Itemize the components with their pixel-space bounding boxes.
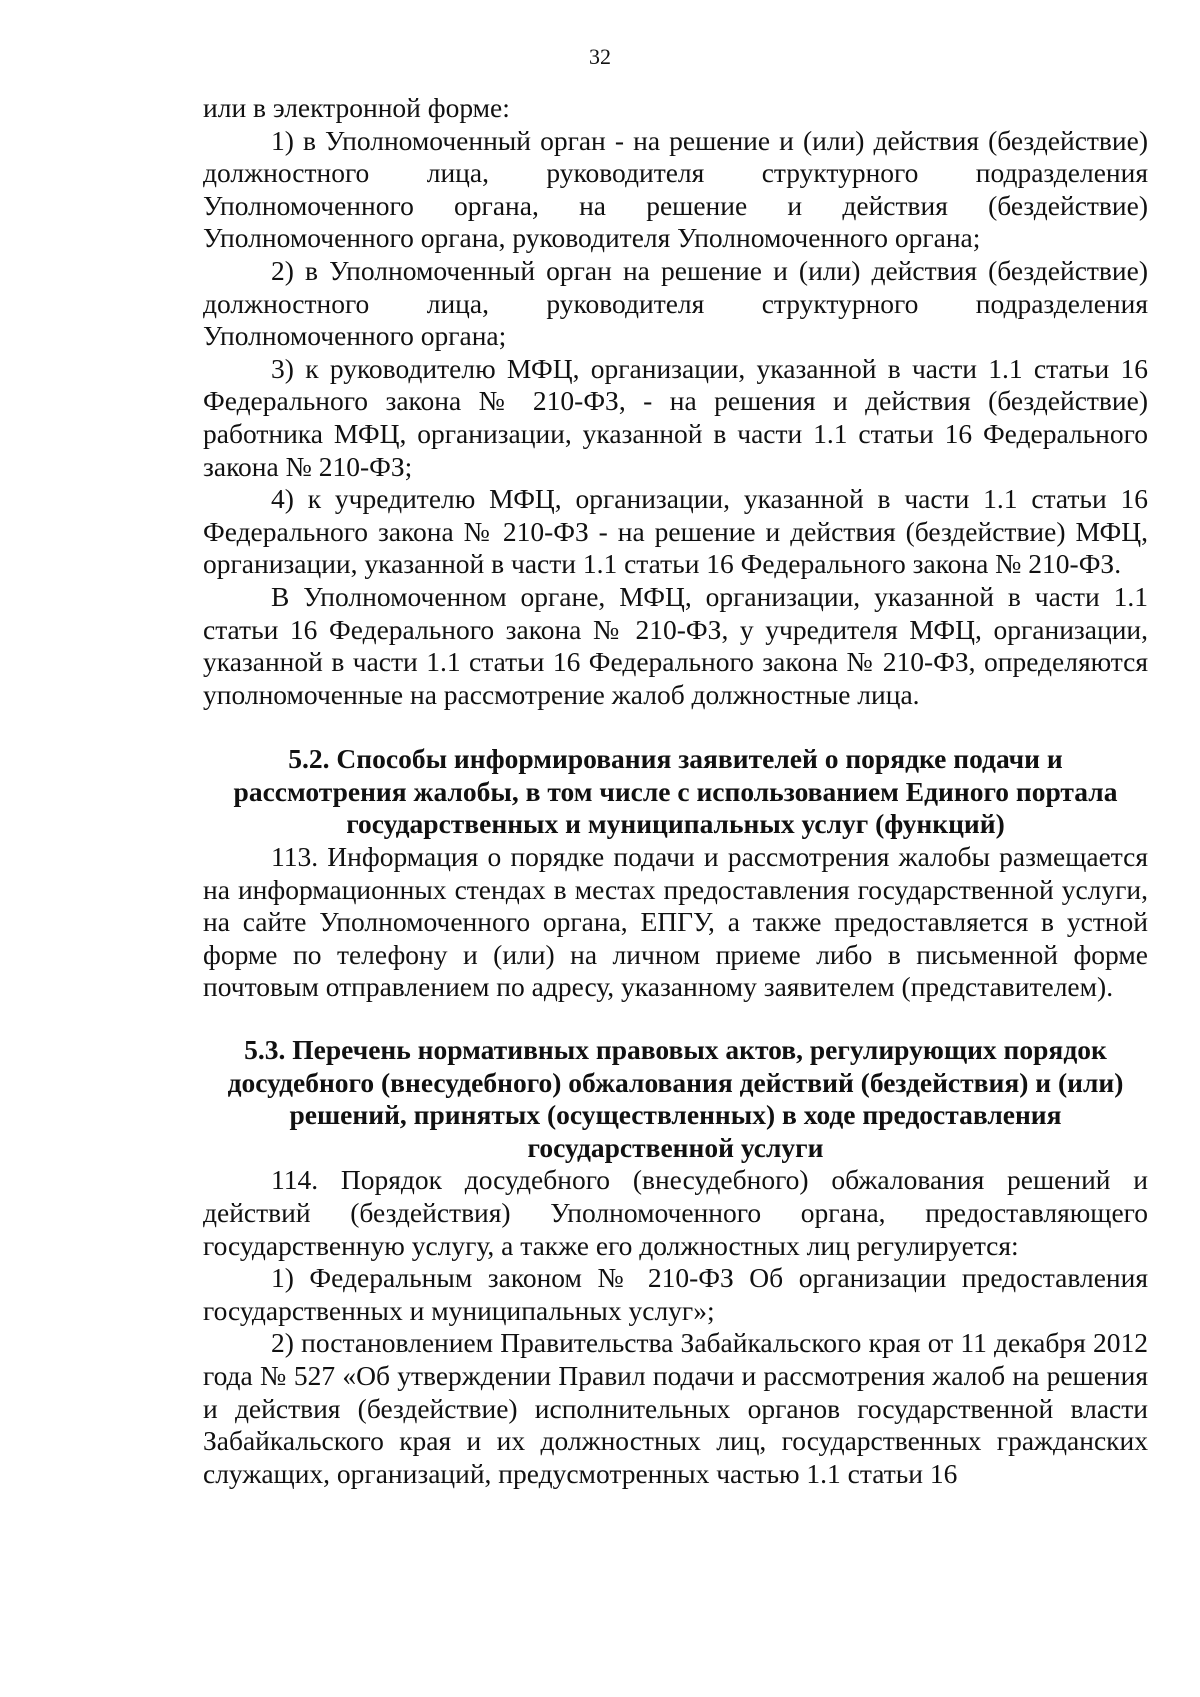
heading-line: решений, принятых (осуществленных) в ходе предоставления <box>289 1099 1062 1131</box>
section-heading-5-2 <box>203 743 1148 841</box>
list-item-3: 3) к руководителю МФЦ, организации, указанной в части 1.1 статьи 16 Федерального закона № 210-ФЗ, - на решения и действия (бездействие) работника МФЦ, организации, указанной в части 1.1 статьи 16 Федерального закона № 210-ФЗ; <box>203 352 1148 482</box>
heading-line: 5.3. Перечень нормативных правовых актов, регулирующих порядок <box>244 1034 1107 1066</box>
law-item-1: 1) Федеральным законом № 210-ФЗ Об организации предоставления государственных и муниципальных услуг»; <box>203 1262 1148 1326</box>
document-body <box>203 92 1148 1490</box>
spacer <box>203 1004 1148 1034</box>
section-heading-5-3 <box>203 1034 1148 1164</box>
heading-line: рассмотрения жалобы, в том числе с использованием Единого портала <box>233 775 1118 807</box>
list-item-2: 2) в Уполномоченный орган на решение и (или) действия (бездействие) должностного лица, руководителя структурного подразделения Уполномоченного органа; <box>203 254 1148 352</box>
list-item-1: 1) в Уполномоченный орган - на решение и (или) действия (бездействие) должностного лица, руководителя структурного подразделения Уполномоченного органа, на решение и действия (бездействие) Уполномоченного органа, руководителя Уполномоченного органа; <box>203 124 1148 254</box>
heading-line: 5.2. Способы информирования заявителей о порядке подачи и <box>288 743 1063 775</box>
page-number: 32 <box>589 44 611 69</box>
paragraph-intro: или в электронной форме: <box>203 92 510 123</box>
list-item-4: 4) к учредителю МФЦ, организации, указанной в части 1.1 статьи 16 Федерального закона № 210-ФЗ - на решение и действия (бездействие) МФЦ, организации, указанной в части 1.1 статьи 16 Федерального закона № 210-ФЗ. <box>203 483 1148 580</box>
law-item-2: 2) постановлением Правительства Забайкальского края от 11 декабря 2012 года № 527 «Об утверждении Правил подачи и рассмотрения жалоб на решения и действия (бездействие) исполнительных органов государственной власти Забайкальского края и их должностных лиц, государственных гражданских служащих, организаций, предусмотренных частью 1.1 статьи 16 <box>203 1327 1148 1489</box>
heading-line: государственных и муниципальных услуг (функций) <box>346 808 1005 840</box>
heading-line: государственной услуги <box>527 1131 824 1163</box>
paragraph-114: 114. Порядок досудебного (внесудебного) обжалования решений и действий (бездействия) Уполномоченного органа, предоставляющего государственную услугу, а также его должностных лиц регулируется: <box>203 1164 1148 1261</box>
heading-line: досудебного (внесудебного) обжалования действий (бездействия) и (или) <box>227 1066 1124 1098</box>
paragraph-113: 113. Информация о порядке подачи и рассмотрения жалобы размещается на информационных стендах в местах предоставления государственной услуги, на сайте Уполномоченного органа, ЕПГУ, а также предоставляется в устной форме по телефону и (или) на личном приеме либо в письменной форме почтовым отправлением по адресу, указанному заявителем (представителем). <box>203 841 1148 1003</box>
spacer <box>203 711 1148 743</box>
paragraph-responsible-officials: В Уполномоченном органе, МФЦ, организации, указанной в части 1.1 статьи 16 Федерального закона № 210-ФЗ, у учредителя МФЦ, организации, указанной в части 1.1 статьи 16 Федерального закона № 210-ФЗ, определяются уполномоченные на рассмотрение жалоб должностные лица. <box>203 580 1148 710</box>
